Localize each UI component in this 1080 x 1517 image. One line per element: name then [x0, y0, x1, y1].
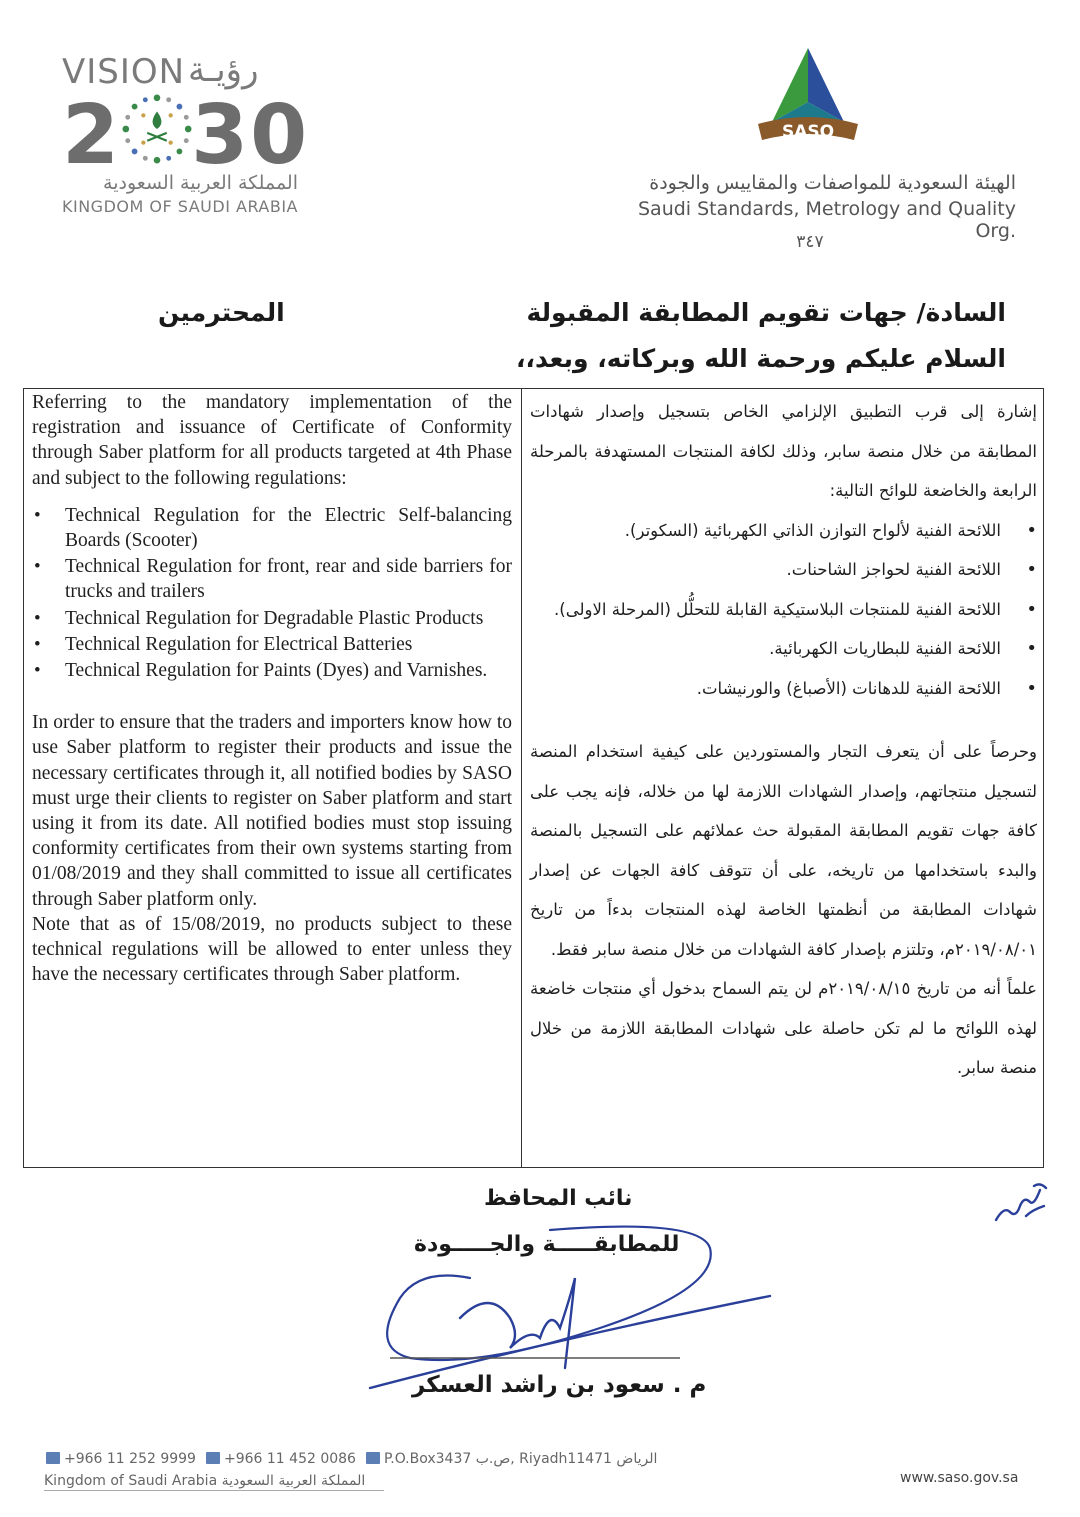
year-digit-left: 2	[62, 88, 122, 183]
list-item: • اللائحة الفنية للبطاريات الكهربائية.	[530, 629, 1001, 669]
signatory-title: نائب المحافظ	[484, 1186, 633, 1211]
saso-logo-icon	[752, 44, 864, 152]
arabic-paragraph-2: وحرصاً على أن يتعرف التجار والمستوردين على كيفية استخدام المنصة لتسجيل منتجاتهم، وإصدار الشهادات اللازمة لها من خلاله، فإنه يجب على كافة جهات تقويم المطابقة المقبولة حث عملائهم على التسجيل بالمنصة والبدء باستخدامها من تاريخه، على أن تتوقف كافة الجهات عن إصدار شهادات المطابقة من أنظمتها الخاصة لهذه المنتجات بدءاً من تاريخ ٢٠١٩/٠٨/٠١م، وتلتزم بإصدار كافة الشهادات من خلال منصة سابر فقط.	[530, 742, 1037, 959]
signatory-name: م . سعود بن راشد العسكر	[412, 1372, 707, 1398]
footer-fax-text: +966 11 452 0086	[224, 1451, 356, 1467]
addressee: السادة/ جهات تقويم المطابقة المقبولة	[526, 298, 1006, 327]
english-column	[32, 390, 512, 987]
arabic-intro: إشارة إلى قرب التطبيق الإلزامي الخاص بتسجيل وإصدار شهادات المطابقة من خلال منصة سابر، وذلك لكافة المنتجات المستهدفة بالمرحلة الرابعة والخاضعة للوائح التالية:	[530, 402, 1037, 500]
reference-number: ٣٤٧	[796, 232, 824, 252]
arabic-paragraph-3: علماً أنه من تاريخ ٢٠١٩/٠٨/١٥م لن يتم السماح بدخول أي منتجات خاضعة لهذه اللوائح ما لم تكن حاصلة على شهادات المطابقة اللازمة من خلال منصة سابر.	[530, 979, 1037, 1077]
footer-po-box	[366, 1451, 657, 1467]
footer-country: Kingdom of Saudi Arabia المملكة العربية السعودية	[44, 1473, 366, 1489]
footer-po-box-text: P.O.Box3437 ص.ب, Riyadh11471 الرياض	[384, 1451, 658, 1467]
footer-website[interactable]: www.saso.gov.sa	[900, 1470, 1019, 1486]
footer-rule	[44, 1490, 384, 1491]
vision-label: VISION	[62, 52, 186, 92]
english-intro: Referring to the mandatory implementation of the registration and issuance of Certificate of Conformity through Saber platform for all products targeted at 4th Phase and subject to the following regulations:	[32, 392, 512, 489]
addressee-honorific: المحترمين	[158, 298, 285, 327]
english-paragraph-3: Note that as of 15/08/2019, no products subject to these technical regulations will be allowed to enter unless they have the necessary certificates through Saber platform.	[32, 913, 512, 986]
arabic-regulation-list	[530, 511, 1037, 709]
mail-icon	[366, 1452, 380, 1464]
signature-icon	[360, 1218, 780, 1398]
kingdom-name-ar: المملكة العربية السعودية	[103, 172, 298, 194]
footer-phone-text: +966 11 252 9999	[64, 1451, 196, 1467]
kingdom-name-en: KINGDOM OF SAUDI ARABIA	[62, 197, 298, 216]
saso-logo-text: SASO	[781, 122, 835, 142]
list-item: • اللائحة الفنية للدهانات (الأصباغ) والورنيشات.	[530, 669, 1001, 709]
column-divider	[521, 388, 522, 1168]
list-item: • Technical Regulation for the Electric Self-balancing Boards (Scooter)	[65, 503, 512, 553]
phone-icon	[46, 1452, 60, 1464]
list-item: • اللائحة الفنية للمنتجات البلاستيكية القابلة للتحلُّل (المرحلة الاولى).	[530, 590, 1001, 630]
footer-fax	[206, 1451, 356, 1467]
org-name-ar: الهيئة السعودية للمواصفات والمقاييس والجودة	[649, 172, 1016, 194]
vision-label-ar: رؤيـة	[188, 50, 259, 90]
fax-icon	[206, 1452, 220, 1464]
arabic-column	[530, 392, 1037, 1088]
org-name-en: Saudi Standards, Metrology and Quality Org.	[637, 198, 1016, 242]
list-item: • Technical Regulation for front, rear and side barriers for trucks and trailers	[65, 554, 512, 604]
english-paragraph-2: In order to ensure that the traders and importers know how to use Saber platform to register their products and issue the necessary certificates through it, all notified bodies by SASO must urge their clients to register on Saber platform and start using it from its date. All notified bodies must stop issuing conformity certificates from their own systems starting from 01/08/2019 and they shall committed to issue all certificates through Saber platform only.	[32, 712, 512, 910]
list-item: • Technical Regulation for Paints (Dyes) and Varnishes.	[65, 658, 512, 683]
vision-emblem-icon	[118, 90, 196, 168]
footer-phone	[46, 1451, 196, 1467]
list-item: • Technical Regulation for Electrical Batteries	[65, 632, 512, 657]
list-item: • اللائحة الفنية لألواح التوازن الذاتي الكهربائية (السكوتر).	[530, 511, 1001, 551]
signatory-department: للمطابقـــــة والجـــــودة	[414, 1232, 680, 1257]
initials-mark-icon	[990, 1176, 1054, 1232]
list-item: • اللائحة الفنية لحواجز الشاحنات.	[530, 550, 1001, 590]
english-regulation-list	[32, 503, 512, 683]
year-digits-right: 30	[191, 88, 310, 183]
greeting: السلام عليكم ورحمة الله وبركاته، وبعد،،	[516, 344, 1006, 373]
list-item: • Technical Regulation for Degradable Plastic Products	[65, 606, 512, 631]
